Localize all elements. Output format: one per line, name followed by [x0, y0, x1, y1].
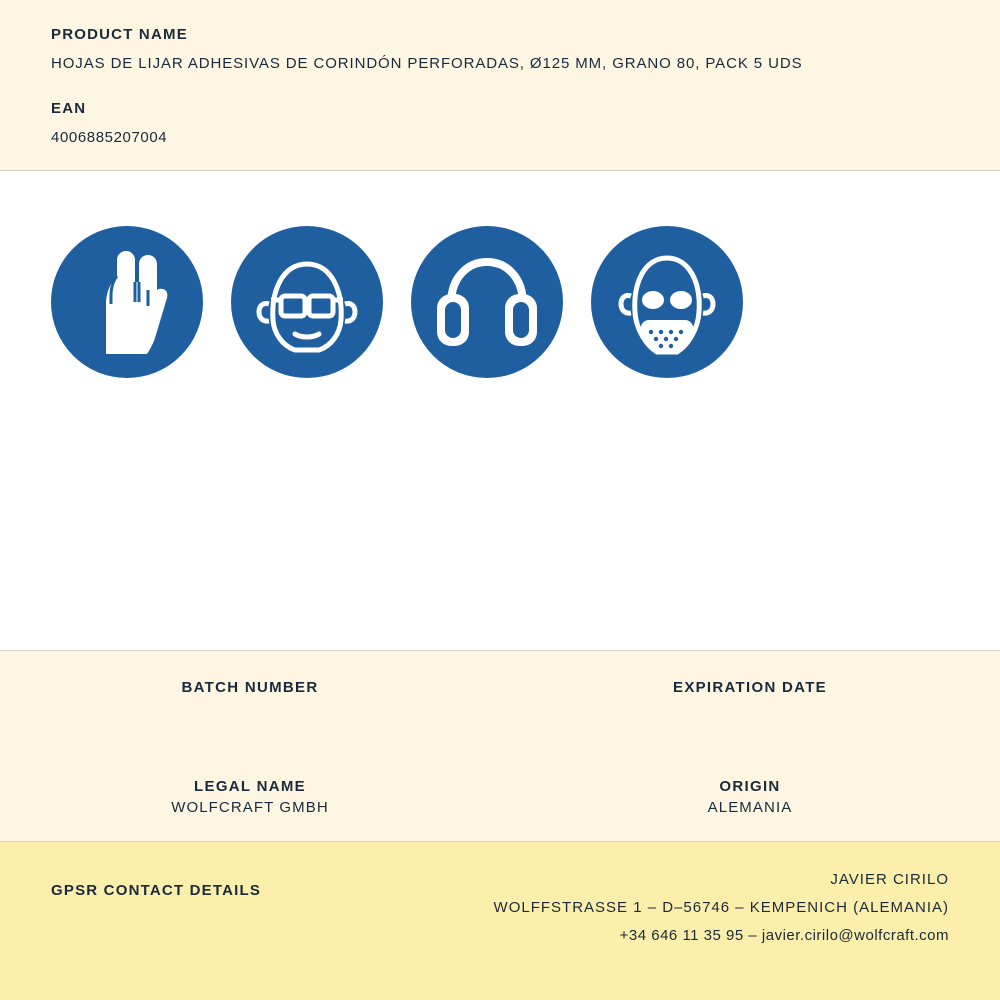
gpsr-contact-address: WOLFFSTRASSE 1 – D–56746 – KEMPENICH (ALEMANIA) [493, 898, 949, 916]
origin-label: ORIGIN [719, 778, 781, 795]
details-section [0, 651, 1000, 842]
gpsr-contact-label: GPSR CONTACT DETAILS [51, 882, 262, 899]
details-row-gap [0, 724, 1000, 772]
gpsr-footer-section [0, 842, 1000, 1000]
header-spacer [51, 72, 950, 100]
batch-number-value [0, 700, 500, 724]
legal-name-label: LEGAL NAME [194, 778, 306, 795]
origin-value: ALEMANIA [707, 799, 793, 816]
legal-name-value: WOLFCRAFT GMBH [171, 799, 329, 816]
wear-eye-protection-icon [231, 226, 383, 378]
details-grid-top [0, 673, 1000, 724]
product-name-value: HOJAS DE LIJAR ADHESIVAS DE CORINDÓN PERFORADAS, Ø125 MM, GRANO 80, PACK 5 UDS [51, 55, 803, 72]
gpsr-contact-phone-email: +34 646 11 35 95 – javier.cirilo@wolfcraft.com [619, 926, 949, 944]
wear-respiratory-protection-icon [591, 226, 743, 378]
pictogram-row [51, 226, 949, 378]
ean-value: 4006885207004 [51, 129, 168, 146]
pictogram-section [0, 171, 1000, 651]
product-name-label: PRODUCT NAME [51, 26, 188, 43]
batch-number-label: BATCH NUMBER [181, 679, 319, 696]
wear-protective-gloves-icon [51, 226, 203, 378]
expiration-date-label: EXPIRATION DATE [673, 679, 827, 696]
gpsr-contact-name: JAVIER CIRILO [830, 871, 949, 888]
ean-label: EAN [51, 100, 87, 117]
expiration-date-value [500, 700, 1000, 724]
gpsr-contact-block [494, 866, 949, 949]
product-header-section [0, 0, 1000, 171]
wear-ear-protection-icon [411, 226, 563, 378]
details-grid-bottom [0, 772, 1000, 823]
